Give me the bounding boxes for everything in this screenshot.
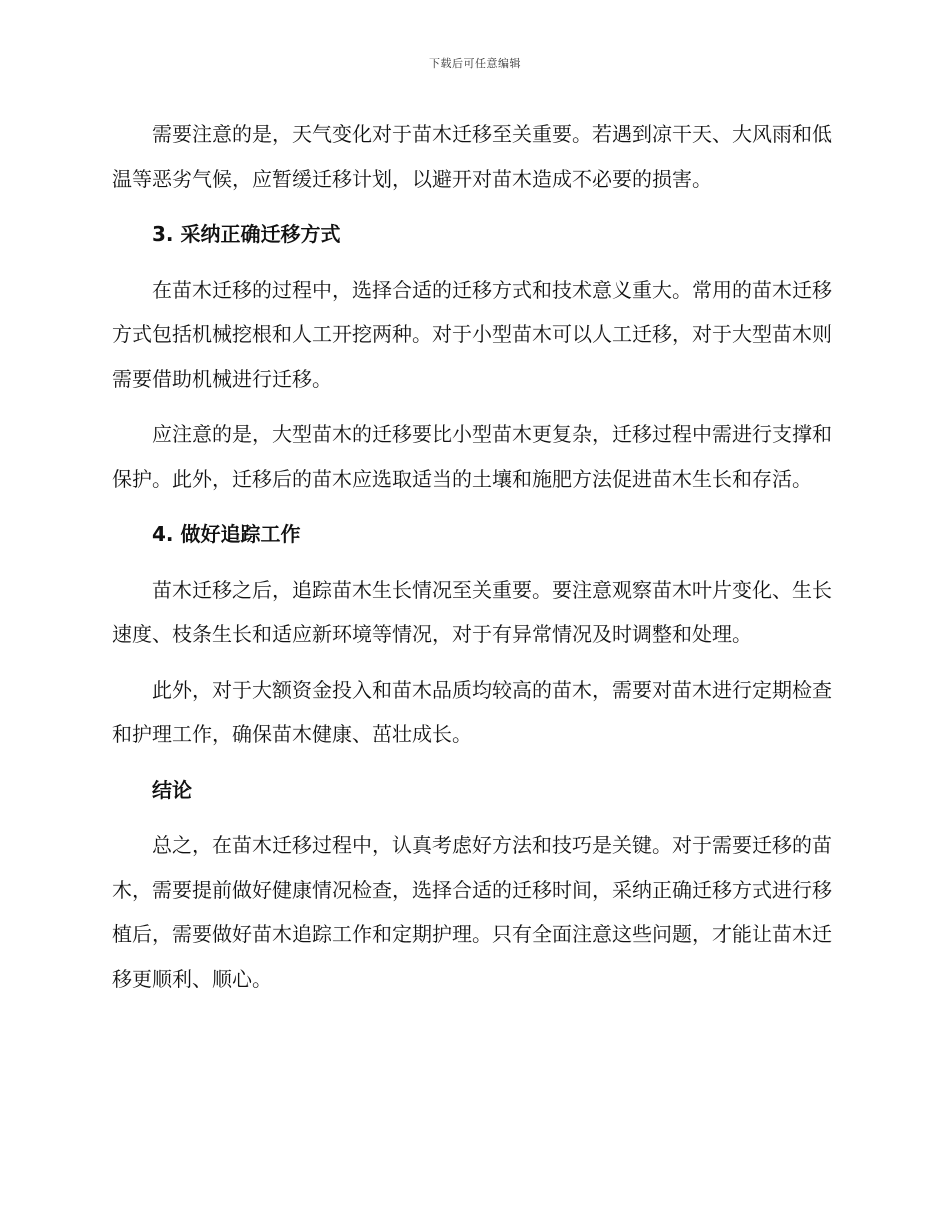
document-body [112, 112, 832, 1012]
paragraph-regular-care: 此外，对于大额资金投入和苗木品质均较高的苗木，需要对苗木进行定期检查和护理工作，确保苗木健康、茁壮成长。 [112, 677, 832, 746]
paragraph-weather-note: 需要注意的是，天气变化对于苗木迁移至关重要。若遇到凉干天、大风雨和低温等恶劣气候，应暂缓迁移计划，以避开对苗木造成不必要的损害。 [112, 122, 832, 191]
section-heading-3: 3. 采纳正确迁移方式 [152, 222, 341, 246]
paragraph-migration-methods: 在苗木迁移的过程中，选择合适的迁移方式和技术意义重大。常用的苗木迁移方式包括机械挖根和人工开挖两种。对于小型苗木可以人工迁移，对于大型苗木则需要借助机械进行迁移。 [112, 277, 832, 391]
page-header: 下载后可任意编辑 [429, 57, 521, 70]
paragraph-conclusion: 总之，在苗木迁移过程中，认真考虑好方法和技巧是关键。对于需要迁移的苗木，需要提前做好健康情况检查，选择合适的迁移时间，采纳正确迁移方式进行移植后，需要做好苗木追踪工作和定期护理。只有全面注意这些问题，才能让苗木迁移更顺利、顺心。 [112, 833, 832, 991]
paragraph-tracking: 苗木迁移之后，追踪苗木生长情况至关重要。要注意观察苗木叶片变化、生长速度、枝条生长和适应新环境等情况，对于有异常情况及时调整和处理。 [112, 577, 832, 646]
section-heading-4: 4. 做好追踪工作 [152, 522, 301, 546]
paragraph-large-seedling-note: 应注意的是，大型苗木的迁移要比小型苗木更复杂，迁移过程中需进行支撑和保护。此外，迁移后的苗木应选取适当的土壤和施肥方法促进苗木生长和存活。 [112, 422, 832, 491]
section-heading-conclusion: 结论 [152, 777, 192, 802]
